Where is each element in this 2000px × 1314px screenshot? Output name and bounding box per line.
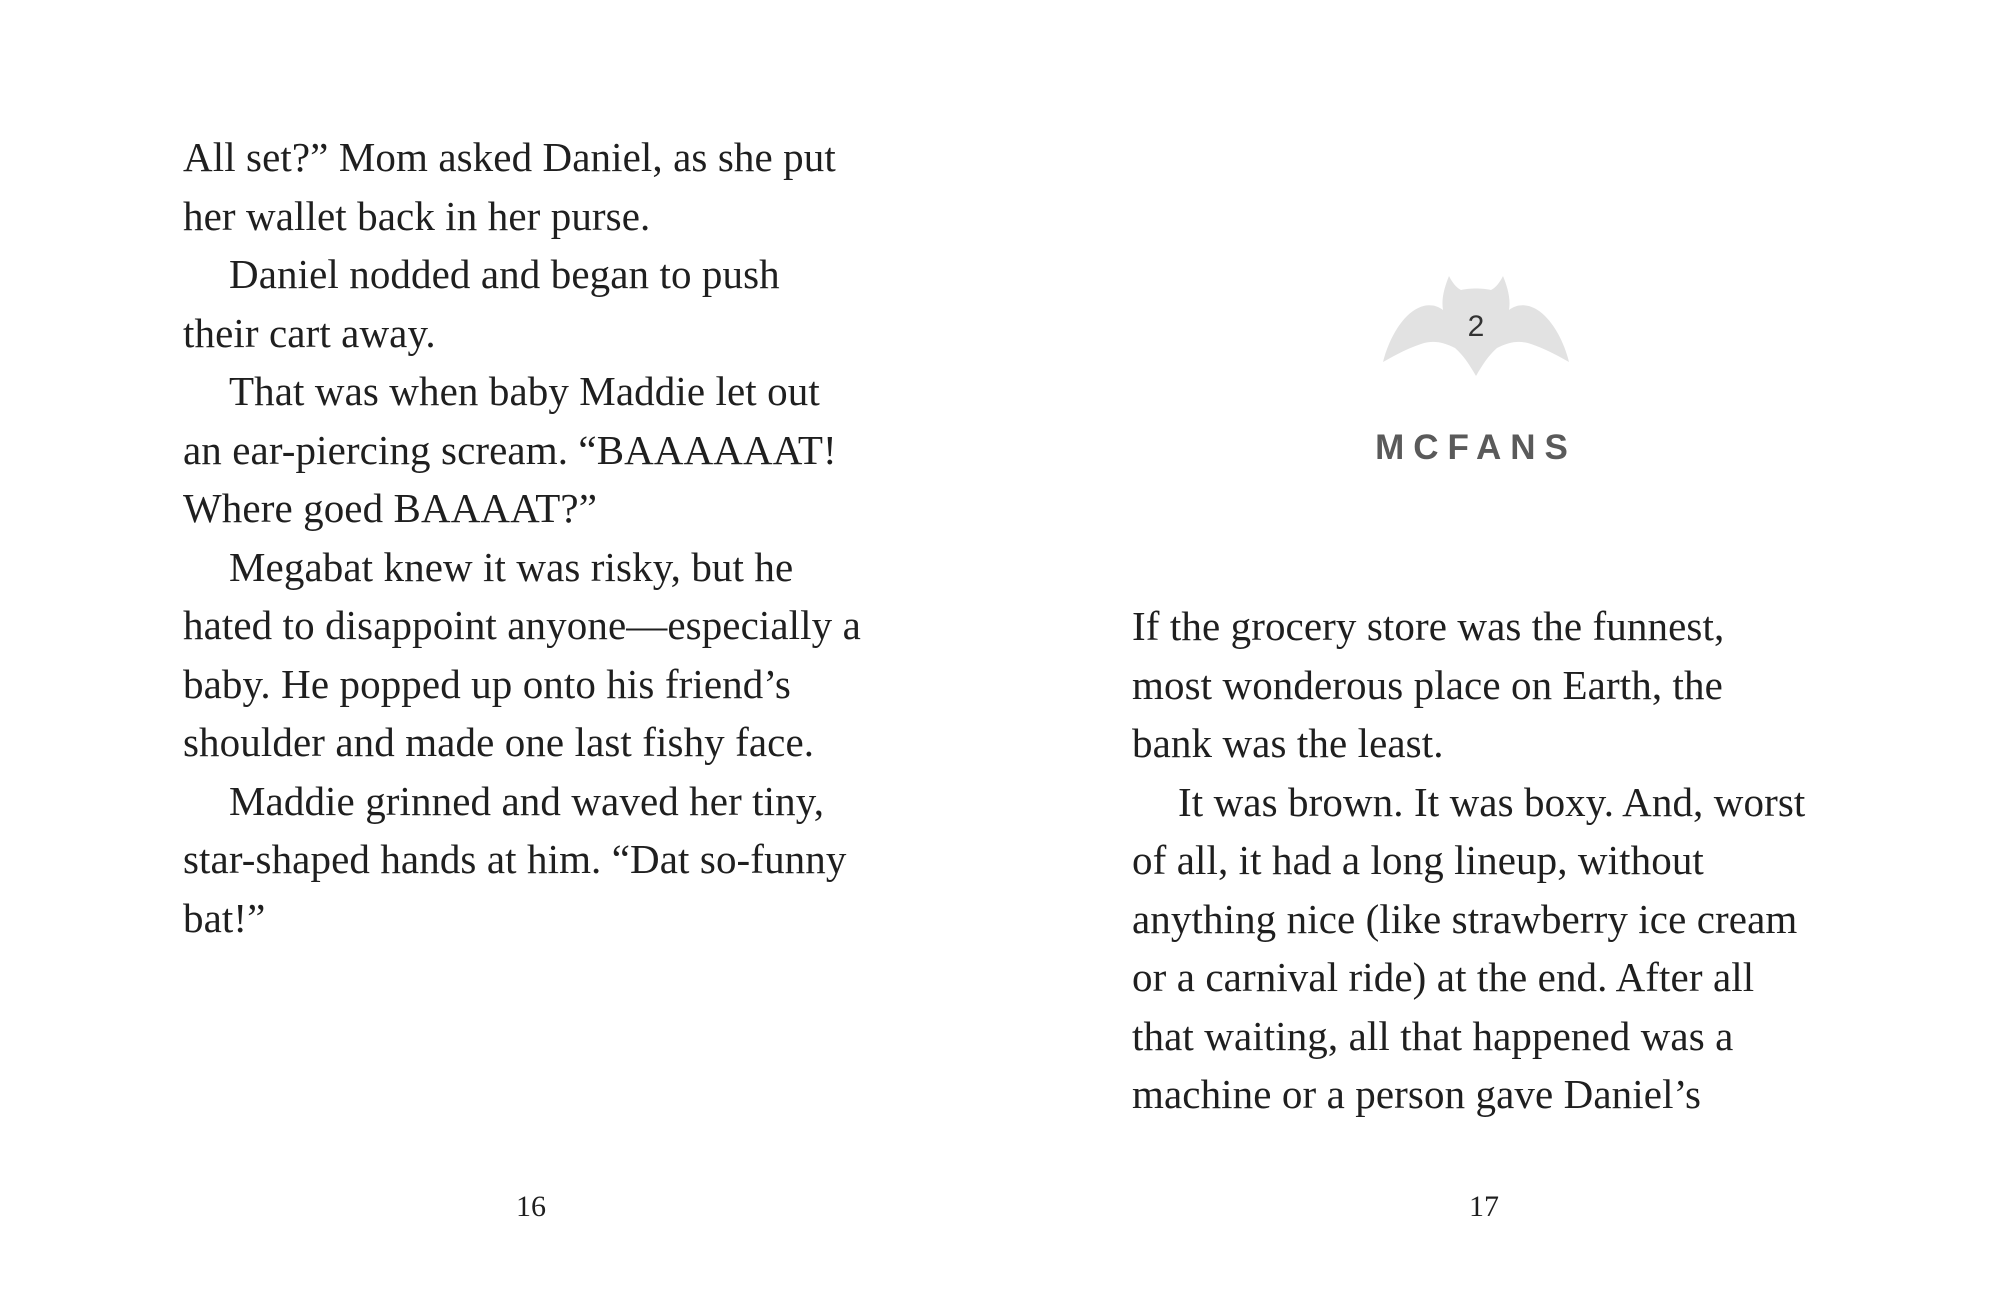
text-line: their cart away. xyxy=(183,309,436,356)
text-line: or a carnival ride) at the end. After all xyxy=(1132,954,1755,1000)
chapter-number: 2 xyxy=(1467,310,1485,343)
text-line: baby. He popped up onto his friend’s xyxy=(183,660,791,707)
text-line: machine or a person gave Daniel’s xyxy=(1132,1071,1702,1117)
text-line: That was when baby Maddie let out xyxy=(229,368,820,414)
right-page-body-text xyxy=(1132,597,1852,1124)
text-line: of all, it had a long lineup, without xyxy=(1132,837,1704,883)
text-line: an ear-piercing scream. “BAAAAAAT! xyxy=(183,426,837,473)
text-line: Daniel nodded and began to push xyxy=(229,251,780,297)
page-number-right: 17 xyxy=(1469,1190,1499,1223)
text-line: If the grocery store was the funnest, xyxy=(1132,603,1725,649)
text-line: that waiting, all that happened was a xyxy=(1132,1012,1734,1059)
chapter-emblem xyxy=(1381,274,1571,386)
text-line: Maddie grinned and waved her tiny, xyxy=(229,777,825,824)
right-page xyxy=(1000,0,2000,1314)
text-line: Where goed BAAAAT?” xyxy=(183,485,598,531)
text-line: shoulder and made one last fishy face. xyxy=(183,719,815,765)
chapter-title: MCFANS xyxy=(1375,428,1577,467)
text-line: star-shaped hands at him. “Dat so-funny xyxy=(183,836,847,882)
text-line: anything nice (like strawberry ice cream xyxy=(1132,895,1798,942)
text-line: bank was the least. xyxy=(1132,720,1444,766)
text-line: It was brown. It was boxy. And, worst xyxy=(1178,778,1806,825)
left-page-body-text xyxy=(183,128,903,947)
page-number-left: 16 xyxy=(516,1190,546,1223)
text-line: Megabat knew it was risky, but he xyxy=(229,543,794,590)
text-line: All set?” Mom asked Daniel, as she put xyxy=(183,134,836,180)
text-line: hated to disappoint anyone—especially a xyxy=(183,602,861,648)
text-line: bat!” xyxy=(183,894,266,941)
text-line: most wonderous place on Earth, the xyxy=(1132,661,1723,708)
text-line: her wallet back in her purse. xyxy=(183,192,651,239)
